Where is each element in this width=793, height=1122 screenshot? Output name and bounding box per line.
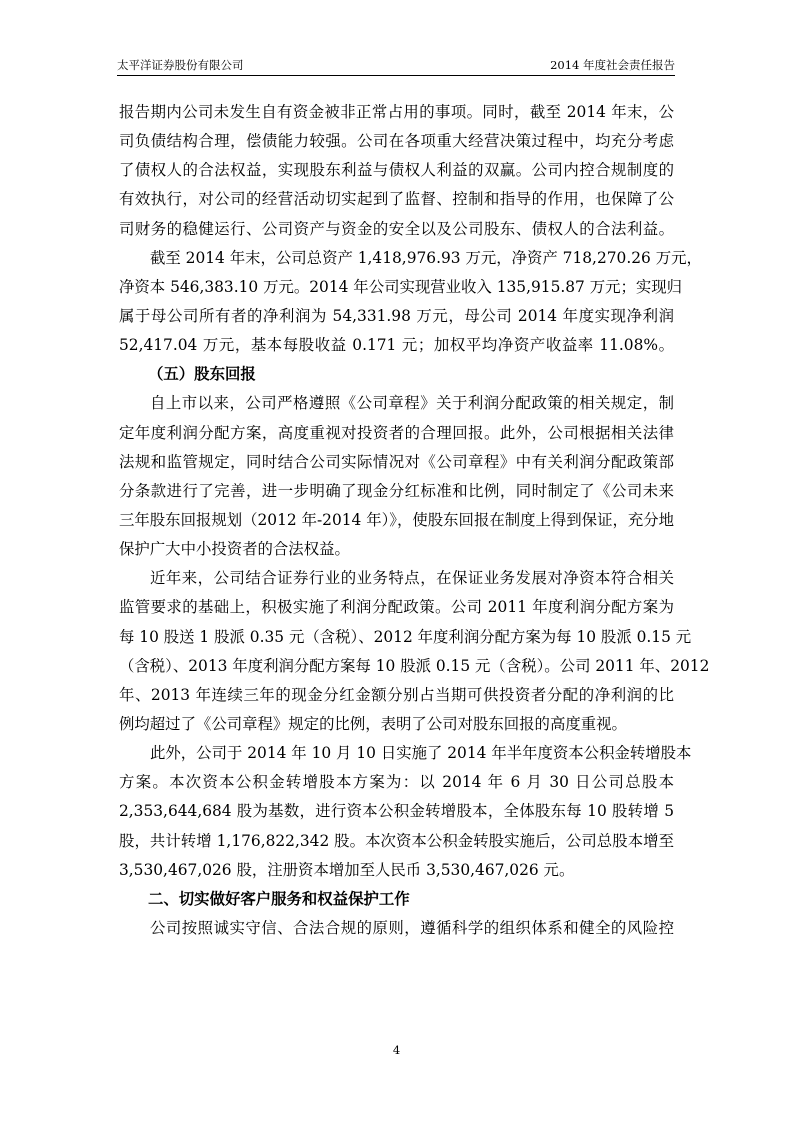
- text-line: （含税）、2013 年度利润分配方案每 10 股派 0.15 元（含税）。公司 2011 年、2012: [119, 656, 710, 675]
- page-number: 4: [392, 1043, 401, 1057]
- text-line: 截至 2014 年末，公司总资产 1,418,976.93 万元，净资产 718,270.26 万元，: [150, 248, 702, 267]
- text-line: 2,353,644,684 股为基数，进行资本公积金转增股本，全体股东每 10 股转增 5: [119, 802, 674, 821]
- text-line: 年、2013 年连续三年的现金分红金额分别占当期可供投资者分配的净利润的比: [119, 685, 674, 704]
- paragraph-profit-distribution: [119, 564, 710, 739]
- text-line: 每 10 股送 1 股派 0.35 元（含税）、2012 年度利润分配方案为每 10 股派 0.15 元: [119, 627, 692, 646]
- text-line: 分条款进行了完善，进一步明确了现金分红标准和比例，同时制定了《公司未来: [119, 481, 674, 500]
- paragraph-dividend-policy: [119, 389, 674, 564]
- paragraph-creditor-rights: [119, 98, 674, 244]
- text-line: 方案。本次资本公积金转增股本方案为：以 2014 年 6 月 30 日公司总股本: [119, 773, 674, 792]
- section-heading-shareholder-returns: （五）股东回报: [148, 365, 256, 384]
- text-line: 属于母公司所有者的净利润为 54,331.98 万元，母公司 2014 年度实现净利润: [119, 306, 674, 325]
- text-line: 此外，公司于 2014 年 10 月 10 日实施了 2014 年半年度资本公积金转增股本: [150, 744, 692, 763]
- text-line: 自上市以来，公司严格遵照《公司章程》关于利润分配政策的相关规定，制: [150, 394, 674, 413]
- paragraph-capital-reserve-conversion: [119, 739, 692, 885]
- document-body: [119, 98, 710, 943]
- text-line: 定年度利润分配方案，高度重视对投资者的合理回报。此外，公司根据相关法律: [119, 423, 674, 442]
- header-report-title: 2014 年度社会责任报告: [550, 58, 675, 72]
- text-line: 52,417.04 万元，基本每股收益 0.171 元；加权平均净资产收益率 11.08%。: [119, 336, 674, 355]
- text-line: 有效执行，对公司的经营活动切实起到了监督、控制和指导的作用，也保障了公: [119, 190, 674, 209]
- text-line: 近年来，公司结合证券行业的业务特点，在保证业务发展对净资本符合相关: [150, 569, 674, 588]
- text-line: 例均超过了《公司章程》规定的比例，表明了公司对股东回报的高度重视。: [119, 714, 627, 733]
- header-company-name: 太平洋证券股份有限公司: [117, 58, 244, 72]
- text-line: 了债权人的合法权益，实现股东利益与债权人利益的双赢。公司内控合规制度的: [119, 161, 674, 180]
- text-line: 司负债结构合理，偿债能力较强。公司在各项重大经营决策过程中，均充分考虑: [119, 132, 674, 151]
- text-line: 公司按照诚实守信、合法合规的原则，遵循科学的组织体系和健全的风险控: [150, 918, 674, 937]
- text-line: 保护广大中小投资者的合法权益。: [119, 540, 350, 559]
- paragraph-customer-service: [119, 914, 674, 943]
- paragraph-financial-summary: [119, 244, 702, 361]
- text-line: 司财务的稳健运行、公司资产与资金的安全以及公司股东、债权人的合法利益。: [119, 219, 674, 238]
- text-line: 股，共计转增 1,176,822,342 股。本次资本公积金转股实施后，公司总股本增至: [119, 831, 674, 850]
- text-line: 报告期内公司未发生自有资金被非正常占用的事项。同时，截至 2014 年末，公: [119, 103, 674, 121]
- section-heading-customer-service: 二、切实做好客户服务和权益保护工作: [148, 889, 410, 908]
- text-line: 净资本 546,383.10 万元。2014 年公司实现营业收入 135,915.87 万元；实现归: [119, 277, 683, 296]
- text-line: 3,530,467,026 股，注册资本增加至人民币 3,530,467,026 元。: [119, 860, 575, 879]
- text-line: 法规和监管规定，同时结合公司实际情况对《公司章程》中有关利润分配政策部: [119, 452, 674, 471]
- page-header: [117, 57, 675, 76]
- text-line: 监管要求的基础上，积极实施了利润分配政策。公司 2011 年度利润分配方案为: [119, 598, 674, 617]
- text-line: 三年股东回报规划（2012 年-2014 年）》，使股东回报在制度上得到保证，充分地: [119, 510, 675, 529]
